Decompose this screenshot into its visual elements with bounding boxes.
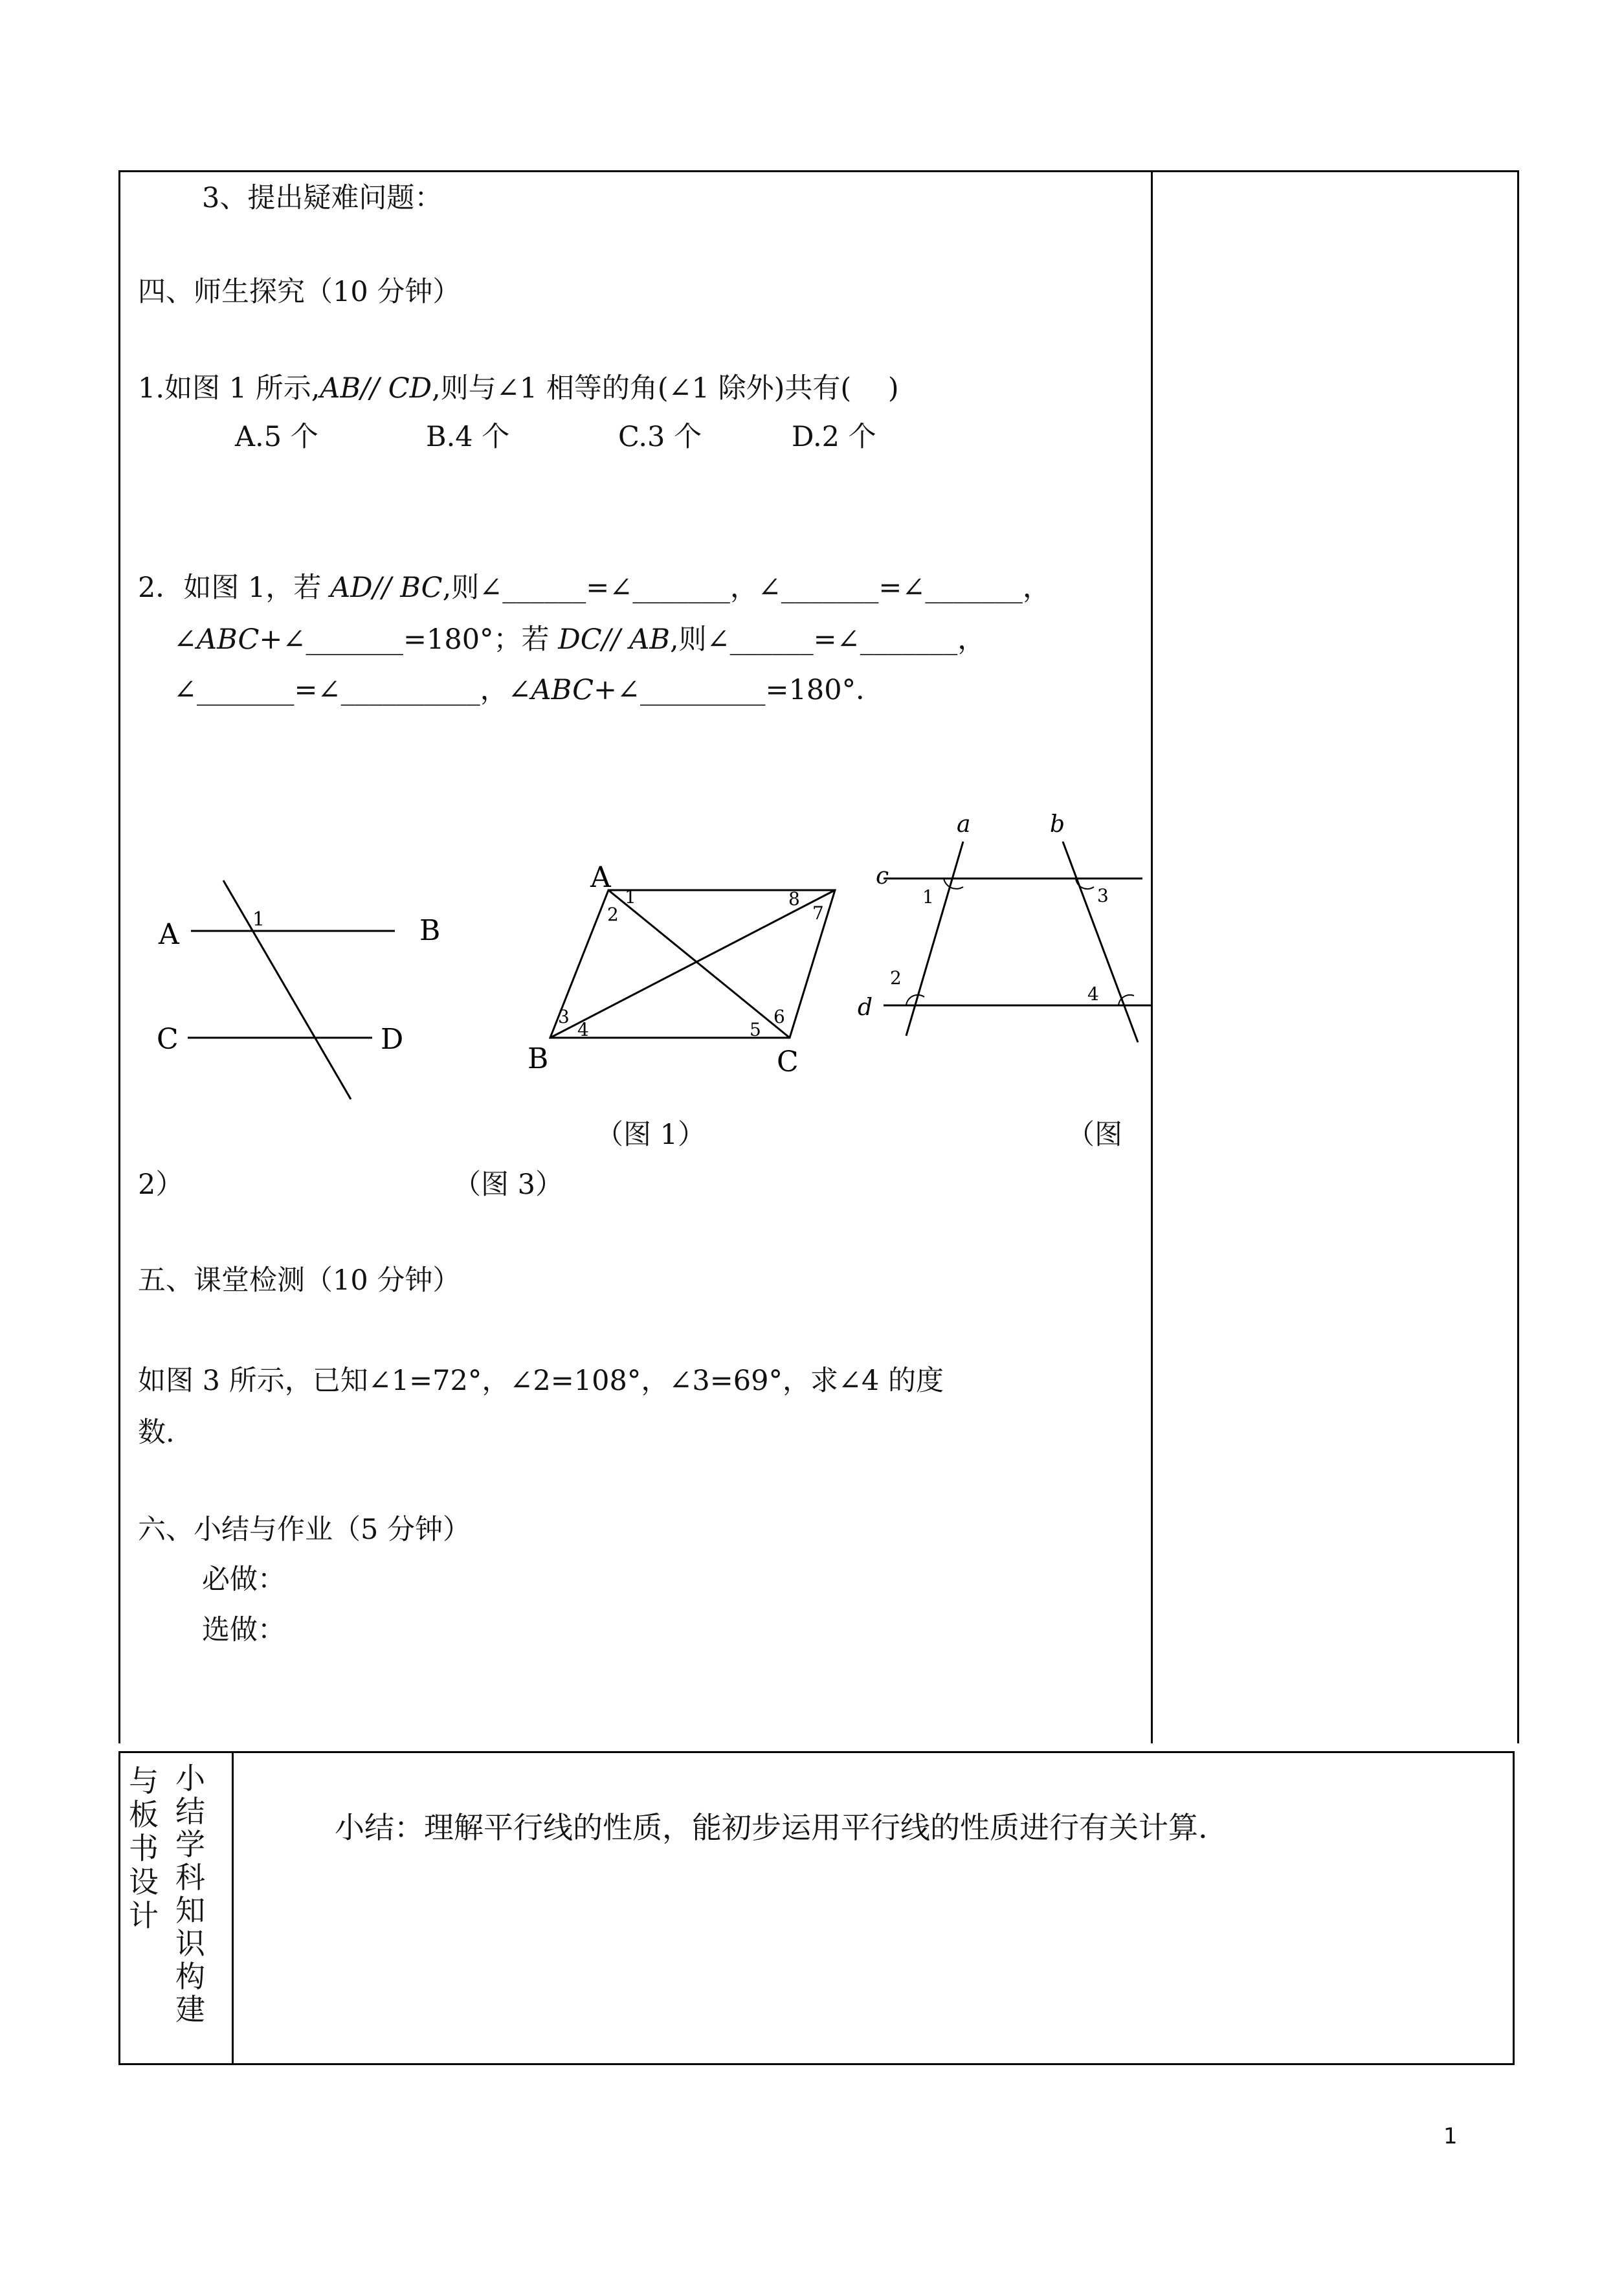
fig3-label-d: d [858, 994, 873, 1021]
fig1-label-d: D [381, 1023, 404, 1056]
section-5-question-line2: 数. [138, 1416, 175, 1449]
fig3-label-c: c [876, 863, 889, 889]
q1-option-c: C.3 个 [618, 421, 702, 453]
q1-ab: AB [320, 372, 361, 405]
fig3-arc-1 [944, 878, 963, 889]
q2-l1-a: 2．如图 1 [138, 572, 266, 604]
q2-l2-abc: ABC [197, 623, 260, 656]
q2-l1-ad: AD [330, 572, 373, 604]
fig3-line-b [1063, 842, 1138, 1042]
q2-l2-rest: +∠_______=180°；若 [259, 623, 559, 656]
q1-cd: CD [388, 372, 432, 405]
fig3-angle-4: 4 [1087, 983, 1099, 1005]
upper-table-right-border [1517, 170, 1519, 1743]
q2-l3-b: =∠__________，∠ [294, 674, 531, 706]
bottom-col1-label: 与板书设计 [129, 1763, 159, 1933]
fig2-angle-5: 5 [750, 1019, 761, 1040]
table-divider [118, 1751, 1515, 1753]
q2-l2-ab: AB [629, 623, 670, 656]
fig2-angle-3: 3 [558, 1006, 570, 1027]
fig3-line-a [906, 842, 963, 1036]
question-3-heading: 3、提出疑难问题： [202, 182, 443, 214]
lower-table-left-border [118, 1751, 120, 2065]
q1-option-a: A.5 个 [235, 421, 318, 453]
fig1-label-c: C [157, 1023, 179, 1056]
upper-table-top-border [118, 170, 1519, 172]
figure-3 [848, 803, 1152, 1062]
fig3-label-a: a [957, 811, 971, 838]
homework-required: 必做： [202, 1563, 285, 1596]
q2-l1-rest: ,则∠______=∠_______，∠_______=∠_______， [442, 572, 1051, 604]
section-5-question-line1: 如图 3 所示，已知∠1=72°，∠2=108°，∠3=69°，求∠4 的度 [138, 1365, 944, 1397]
figure-1 [149, 861, 460, 1107]
lower-table-right-border [1513, 1751, 1515, 2065]
fig2-label-b: B [528, 1042, 549, 1075]
fig1-label-b: B [419, 914, 441, 947]
lower-table-bottom-border [118, 2063, 1515, 2065]
q2-l1-par: // [372, 572, 401, 604]
q2-l3-abc: ABC [531, 674, 594, 706]
page-number: 1 [1443, 2123, 1458, 2149]
homework-optional: 选做： [202, 1614, 285, 1646]
fig3-angle-1: 1 [922, 886, 934, 908]
fig2-angle-4: 4 [577, 1019, 589, 1040]
q2-l3-a: ∠_______ [173, 674, 295, 706]
summary-text: 小结：理解平行线的性质，能初步运用平行线的性质进行有关计算. [335, 1810, 1208, 1845]
fig2-angle-2: 2 [607, 904, 619, 925]
q2-l2-par: // [601, 623, 630, 656]
fig2-label-a: A [590, 861, 611, 894]
q2-l2-a: ∠ [173, 623, 197, 656]
section-6-title: 六、小结与作业（5 分钟） [138, 1514, 471, 1546]
fig2-angle-7: 7 [812, 902, 824, 924]
question-1 [138, 370, 899, 407]
fig2-diagonal-bd [550, 890, 835, 1038]
fig1-transversal [223, 880, 351, 1099]
upper-table-left-border [118, 170, 120, 1743]
fig-caption-1: （图 1） [595, 1119, 706, 1151]
q2-l1-b: ，若 [265, 572, 331, 604]
fig-caption-2b: 2） [138, 1169, 184, 1201]
question-2-line2 [173, 621, 985, 658]
fig3-angle-3: 3 [1097, 885, 1109, 906]
section-5-title: 五、课堂检测（10 分钟） [138, 1264, 461, 1297]
q1-parallel: // [361, 372, 388, 405]
q1-prefix: 1.如图 1 所示, [138, 372, 320, 405]
fig2-diagonal-ac [608, 890, 790, 1038]
q1-rest: ,则与∠1 相等的角(∠1 除外)共有( ) [432, 372, 899, 405]
q1-option-b: B.4 个 [426, 421, 510, 453]
fig3-angle-2: 2 [890, 967, 902, 989]
fig1-label-a: A [159, 918, 179, 951]
section-4-title: 四、师生探究（10 分钟） [138, 276, 461, 308]
fig2-angle-1: 1 [625, 886, 636, 908]
lower-table-col-border [232, 1751, 234, 2065]
question-2-line3 [173, 672, 884, 708]
q2-l1-bc: BC [400, 572, 443, 604]
fig1-angle-1: 1 [252, 908, 265, 931]
question-2-line1 [138, 570, 1051, 606]
q2-l2-rest2: ,则∠______=∠_______， [669, 623, 986, 656]
fig2-label-c: C [777, 1046, 799, 1079]
q2-l2-dc: DC [558, 623, 602, 656]
q2-l3-rest: +∠_________=180°． [593, 674, 884, 706]
fig2-angle-8: 8 [788, 888, 800, 910]
fig2-angle-6: 6 [773, 1006, 785, 1027]
fig-caption-2a: （图 [1067, 1119, 1122, 1151]
fig-caption-3: （图 3） [453, 1169, 564, 1201]
bottom-col2-label: 小结 学科知识构建 [175, 1761, 205, 2027]
q1-option-d: D.2 个 [792, 421, 876, 453]
fig3-label-b: b [1050, 811, 1065, 838]
figure-2 [518, 848, 854, 1120]
